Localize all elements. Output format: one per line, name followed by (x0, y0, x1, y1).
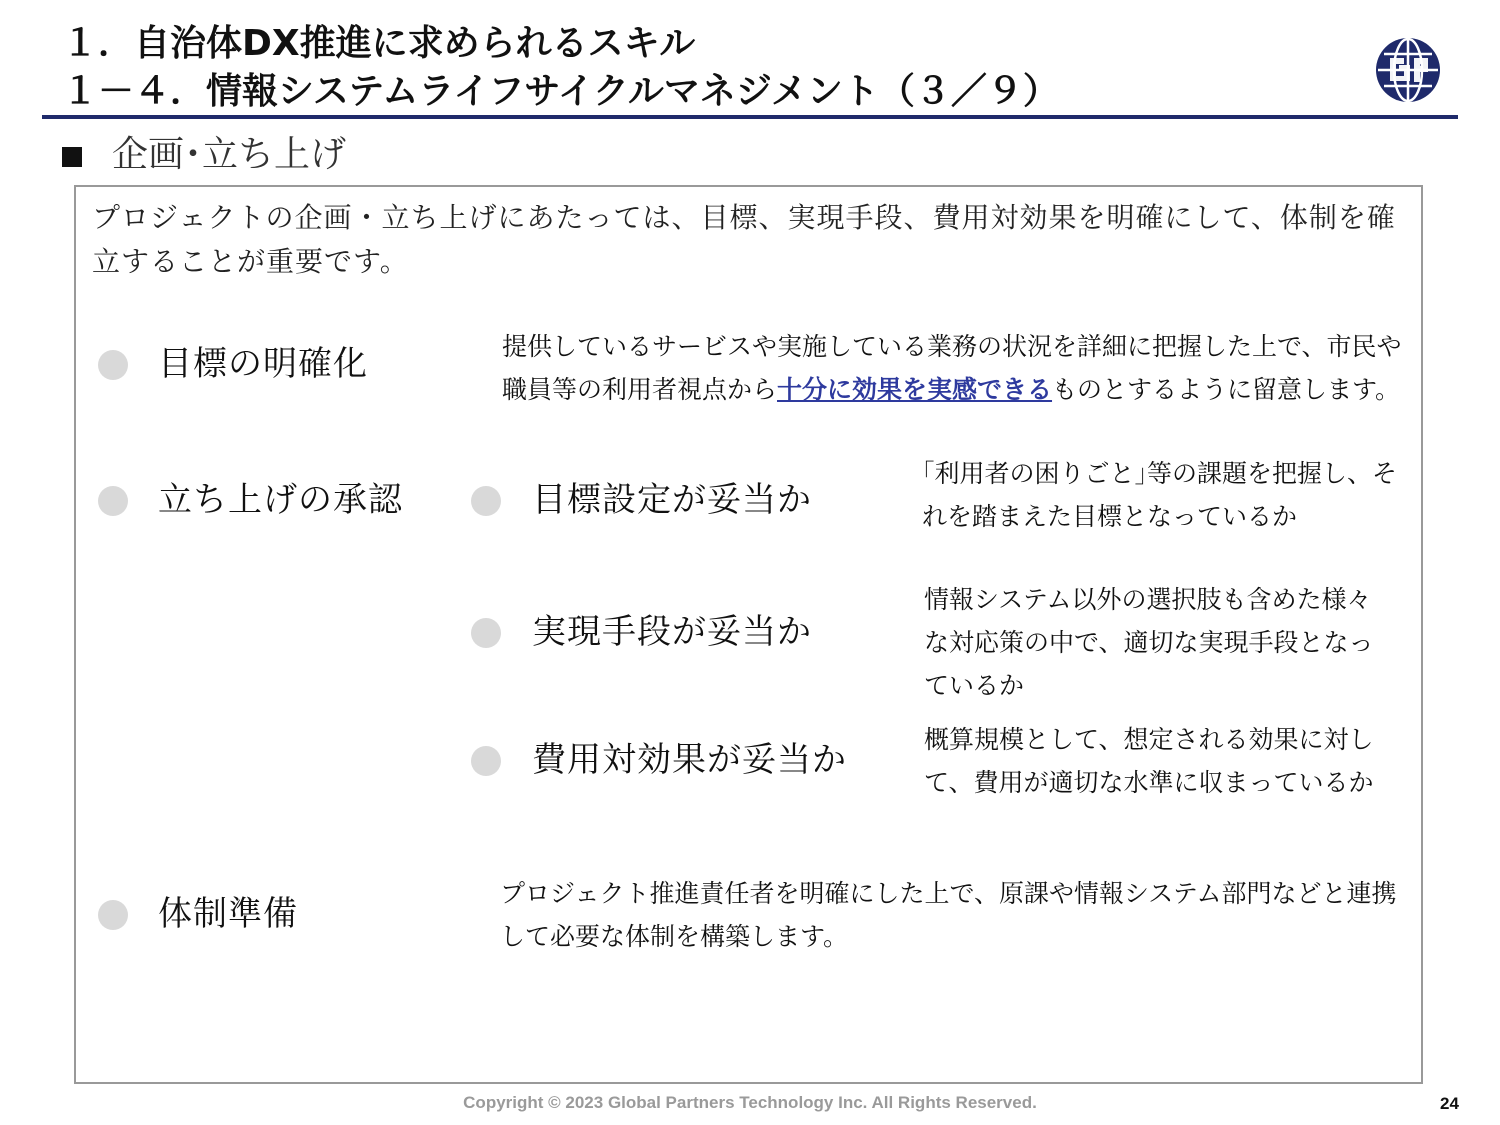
goal-desc-part-1: 提供しているサービスや実施している業務の状況を詳細に把握した上で、市民や職員等の利用者視点から (502, 332, 1402, 404)
intro-text: プロジェクトの企画・立ち上げにあたっては、目標、実現手段、費用対効果を明確にして、体制を確立することが重要です。 (92, 201, 1396, 278)
header-rule (42, 115, 1458, 119)
item-label-approval: 立ち上げの承認 (158, 480, 403, 520)
item-label-goal: 目標の明確化 (158, 344, 368, 384)
bullet-dot-icon (471, 618, 501, 648)
sub-item-label-goal-setting: 目標設定が妥当か (532, 480, 812, 520)
sub-item-desc-cost: 概算規模として、想定される効果に対して、費用が適切な水準に収まっているか (924, 725, 1374, 797)
bullet-dot-icon (471, 746, 501, 776)
section-title: 企画･立ち上げ (112, 134, 347, 175)
goal-desc-part-2: ものとするように留意します。 (1052, 375, 1401, 404)
item-label-structure: 体制準備 (158, 894, 298, 934)
goal-desc-emphasis: 十分に効果を実感できる (777, 375, 1053, 404)
item-desc-goal (502, 325, 1402, 411)
bullet-dot-icon (98, 900, 128, 930)
page-number: 24 (1440, 1094, 1459, 1113)
globe-logo-icon (1374, 36, 1442, 104)
title-line-1: １．自治体DX推進に求められるスキル (62, 23, 696, 64)
bullet-dot-icon (98, 350, 128, 380)
sub-item-label-cost: 費用対効果が妥当か (532, 740, 847, 780)
bullet-dot-icon (98, 486, 128, 516)
sub-item-desc-means: 情報システム以外の選択肢も含めた様々な対応策の中で、適切な実現手段となっているか (924, 585, 1374, 700)
sub-item-desc-goal-setting: ｢利用者の困りごと｣等の課題を把握し、それを踏まえた目標となっているか (922, 459, 1398, 531)
item-desc-structure: プロジェクト推進責任者を明確にした上で、原課や情報システム部門などと連携して必要な体制を構築します。 (500, 879, 1397, 951)
copyright: Copyright © 2023 Global Partners Technology Inc. All Rights Reserved. (463, 1093, 1037, 1112)
title-line-2: １－４．情報システムライフサイクルマネジメント（３／９） (62, 71, 1059, 112)
sub-item-label-means: 実現手段が妥当か (532, 612, 812, 652)
section-bullet-icon (62, 147, 82, 167)
bullet-dot-icon (471, 486, 501, 516)
